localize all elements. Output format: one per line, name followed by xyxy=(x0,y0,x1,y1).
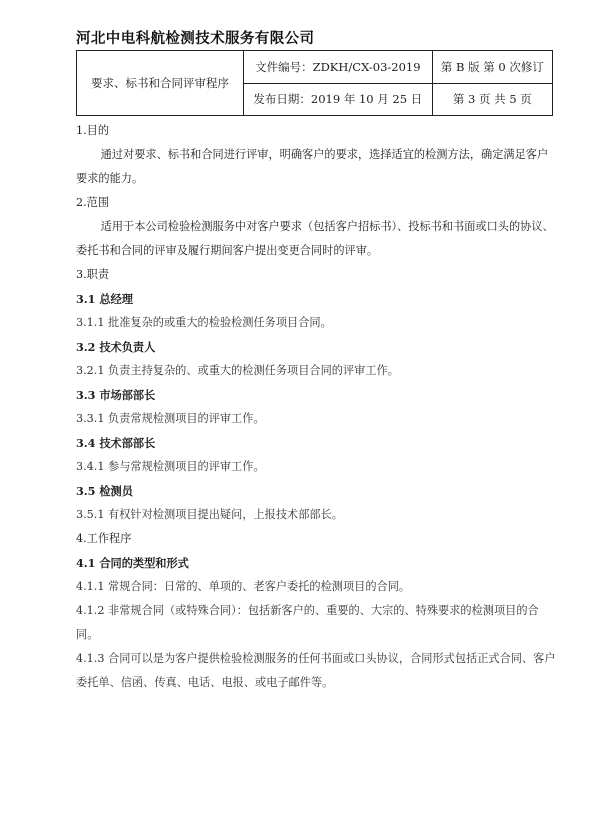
subsection-heading: 4.1 合同的类型和形式 xyxy=(76,556,189,570)
clause: 3.3.1 负责常规检测项目的评审工作。 xyxy=(76,412,265,425)
clause: 4.1.3 合同可以是为客户提供检验检测服务的任何书面或口头协议，合同形式包括正式合同、客户委托单、信函、传真、电话、电报、或电子邮件等。 xyxy=(76,652,556,689)
section-heading: 4.工作程序 xyxy=(76,532,132,545)
clause: 3.5.1 有权针对检测项目提出疑问，上报技术部部长。 xyxy=(76,508,343,521)
paragraph: 通过对要求、标书和合同进行评审，明确客户的要求，选择适宜的检测方法，确定满足客户要求的能力。 xyxy=(76,148,549,185)
document-title: 要求、标书和合同评审程序 xyxy=(77,51,244,116)
subsection-heading: 3.3 市场部部长 xyxy=(76,388,156,402)
subsection-heading: 3.5 检测员 xyxy=(76,484,133,498)
document-header-table xyxy=(76,50,553,116)
company-name: 河北中电科航检测技术服务有限公司 xyxy=(76,31,315,47)
clause: 4.1.2 非常规合同（或特殊合同）：包括新客户的、重要的、大宗的、特殊要求的检测项目的合同。 xyxy=(76,604,539,641)
document-body xyxy=(76,119,556,695)
section-heading: 2.范围 xyxy=(76,196,110,209)
clause: 4.1.1 常规合同：日常的、单项的、老客户委托的检测项目的合同。 xyxy=(76,580,411,593)
clause: 3.4.1 参与常规检测项目的评审工作。 xyxy=(76,460,265,473)
paragraph: 适用于本公司检验检测服务中对客户要求（包括客户招标书）、投标书和书面或口头的协议、委托书和合同的评审及履行期间客户提出变更合同时的评审。 xyxy=(76,220,554,257)
version-info: 第 B 版 第 0 次修订 xyxy=(432,51,552,84)
subsection-heading: 3.2 技术负责人 xyxy=(76,340,156,354)
section-heading: 1.目的 xyxy=(76,124,110,137)
subsection-heading: 3.4 技术部部长 xyxy=(76,436,156,450)
clause: 3.1.1 批准复杂的或重大的检验检测任务项目合同。 xyxy=(76,316,332,329)
subsection-heading: 3.1 总经理 xyxy=(76,292,133,306)
page-info: 第 3 页 共 5 页 xyxy=(432,83,552,116)
section-heading: 3.职责 xyxy=(76,268,110,281)
issue-date: 发布日期：2019 年 10 月 25 日 xyxy=(243,83,432,116)
clause: 3.2.1 负责主持复杂的、或重大的检测任务项目合同的评审工作。 xyxy=(76,364,399,377)
document-number: 文件编号：ZDKH/CX-03-2019 xyxy=(243,51,432,84)
